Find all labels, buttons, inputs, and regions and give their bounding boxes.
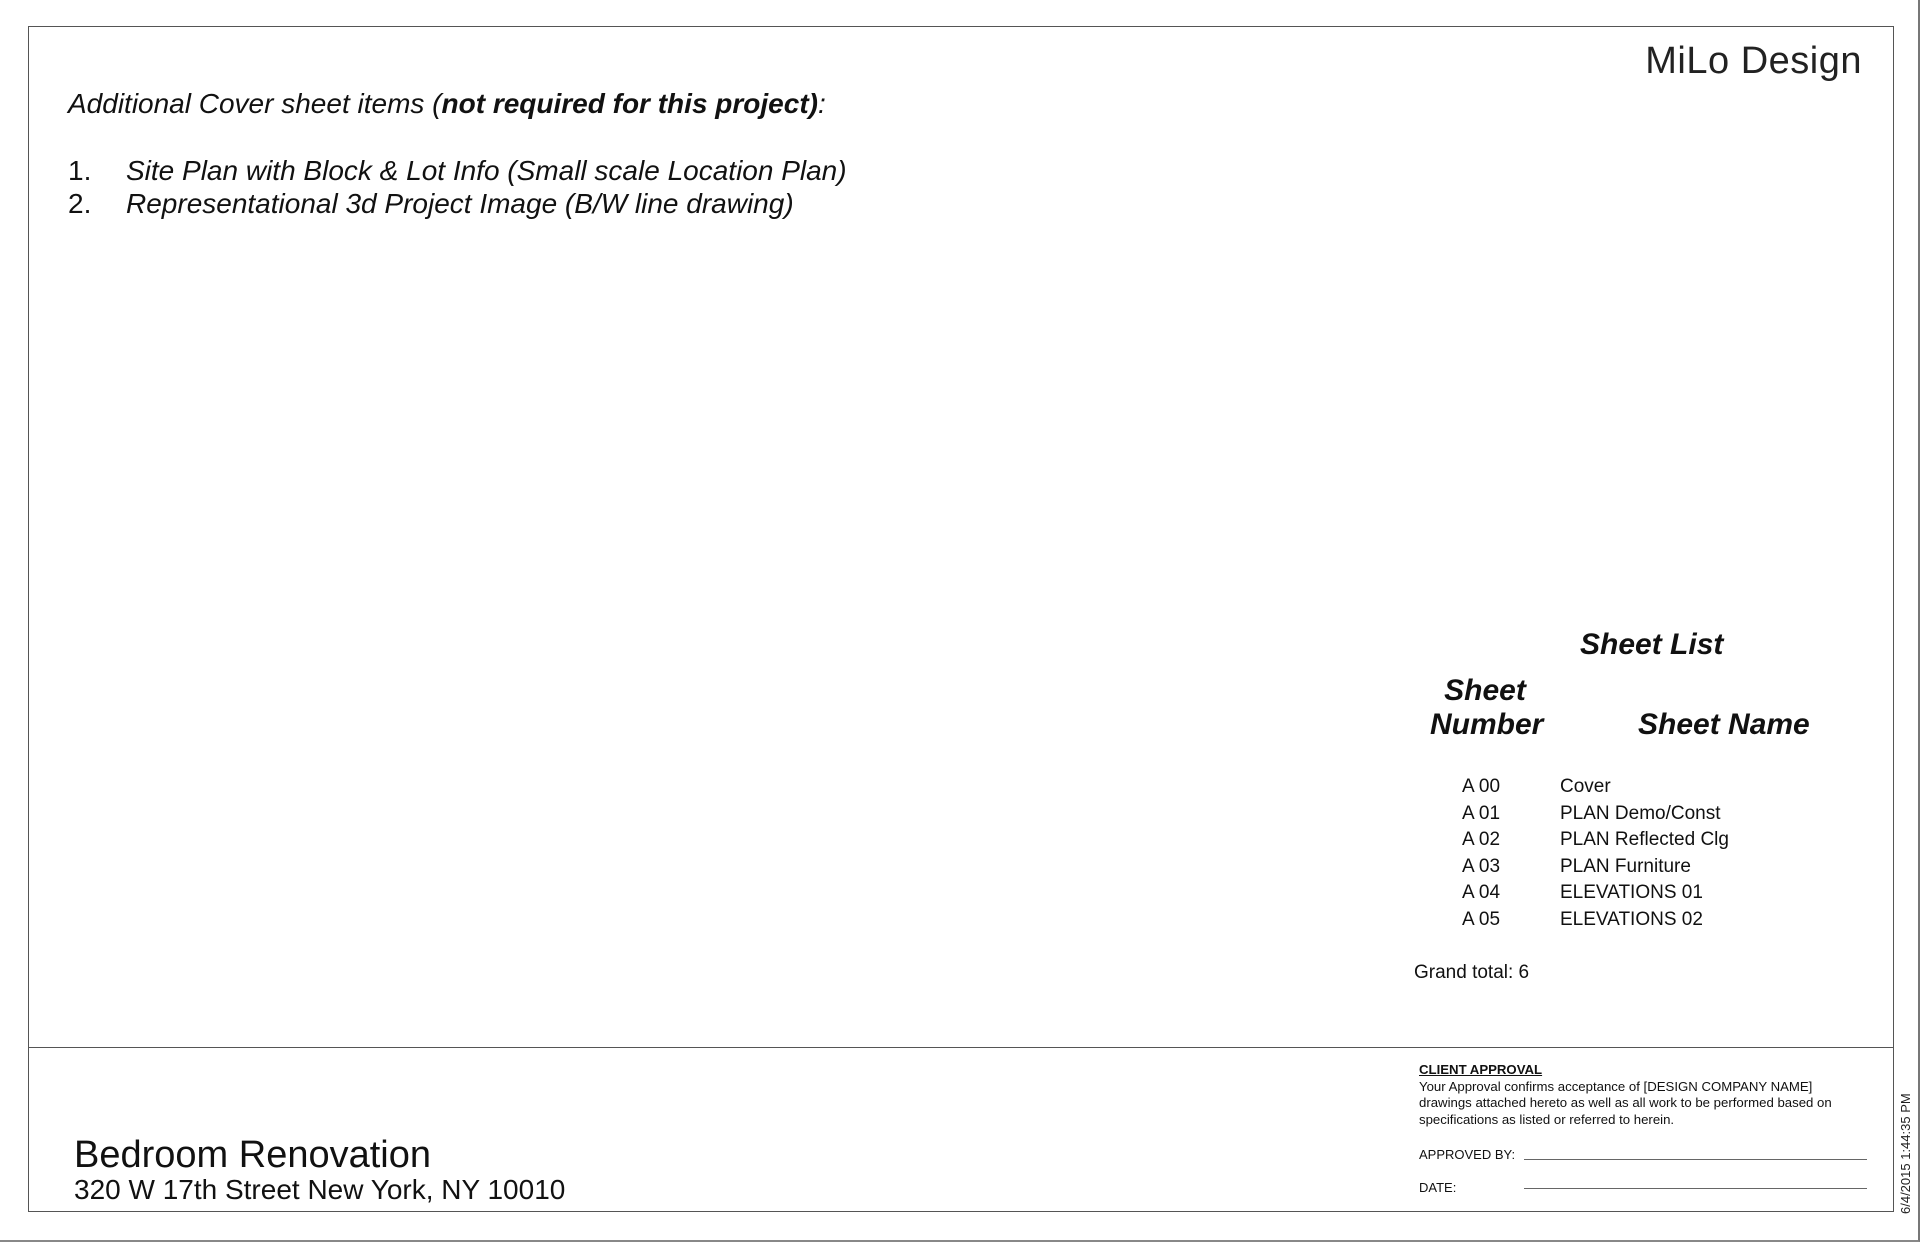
column-header-sheet-number [1430, 674, 1544, 742]
list-item [68, 154, 847, 187]
notes-intro-suffix: : [817, 88, 826, 119]
project-name: Bedroom Renovation [74, 1134, 431, 1176]
title-block-divider [28, 1047, 1894, 1048]
sheet-number: A 02 [1462, 829, 1501, 851]
sheet-name: PLAN Demo/Const [1560, 802, 1721, 824]
sheet-number: A 00 [1462, 776, 1501, 797]
sheet-number: A 03 [1462, 855, 1501, 877]
client-approval-text: Your Approval confirms acceptance of [DESIGN COMPANY NAME] drawings attached hereto as well as all work to be performed based on specifications as listed or referred to herein. [1419, 1078, 1832, 1127]
sheet-list-rows [1400, 774, 1860, 934]
column-header-line: Sheet [1444, 674, 1526, 707]
approved-by-line [1524, 1159, 1867, 1160]
print-timestamp: 6/4/2015 1:44:35 PM [1898, 1093, 1913, 1214]
date-line [1524, 1188, 1867, 1189]
table-row [1400, 827, 1860, 854]
table-row [1400, 801, 1860, 828]
list-item-text: Site Plan with Block & Lot Info (Small scale Location Plan) [126, 155, 847, 186]
sheet-name: ELEVATIONS 02 [1560, 908, 1703, 930]
list-item [68, 187, 847, 220]
list-item-text: Representational 3d Project Image (B/W line drawing) [126, 188, 794, 219]
notes-intro-bold: not required for this project) [441, 88, 818, 119]
sheet-name: PLAN Furniture [1560, 855, 1691, 877]
notes-intro-prefix: Additional Cover sheet items ( [68, 88, 442, 119]
approved-by-label: APPROVED BY: [1419, 1147, 1516, 1162]
sheet-number: A 05 [1462, 908, 1501, 930]
table-row [1400, 854, 1860, 881]
sheet-name: ELEVATIONS 01 [1560, 882, 1703, 904]
sheet-name: Cover [1560, 776, 1611, 797]
client-approval-heading: CLIENT APPROVAL [1419, 1062, 1543, 1077]
column-header-sheet-name: Sheet Name [1638, 708, 1810, 741]
sheet-number: A 04 [1462, 882, 1501, 904]
table-row [1400, 907, 1860, 934]
sheet-list-title: Sheet List [1580, 628, 1724, 661]
client-approval-block [1419, 1062, 1859, 1195]
list-item-number: 1. [68, 155, 92, 186]
sheet-name: PLAN Reflected Clg [1560, 829, 1729, 851]
notes-intro [68, 88, 826, 120]
brand-name: MiLo Design [1645, 40, 1862, 82]
date-label: DATE: [1419, 1180, 1457, 1195]
column-header-line: Number [1430, 708, 1544, 741]
list-item-number: 2. [68, 188, 92, 219]
sheet-number: A 01 [1462, 802, 1501, 824]
project-address: 320 W 17th Street New York, NY 10010 [74, 1174, 566, 1205]
table-row [1400, 774, 1860, 801]
grand-total: Grand total: 6 [1414, 962, 1530, 983]
table-row [1400, 880, 1860, 907]
notes-list [68, 154, 847, 220]
